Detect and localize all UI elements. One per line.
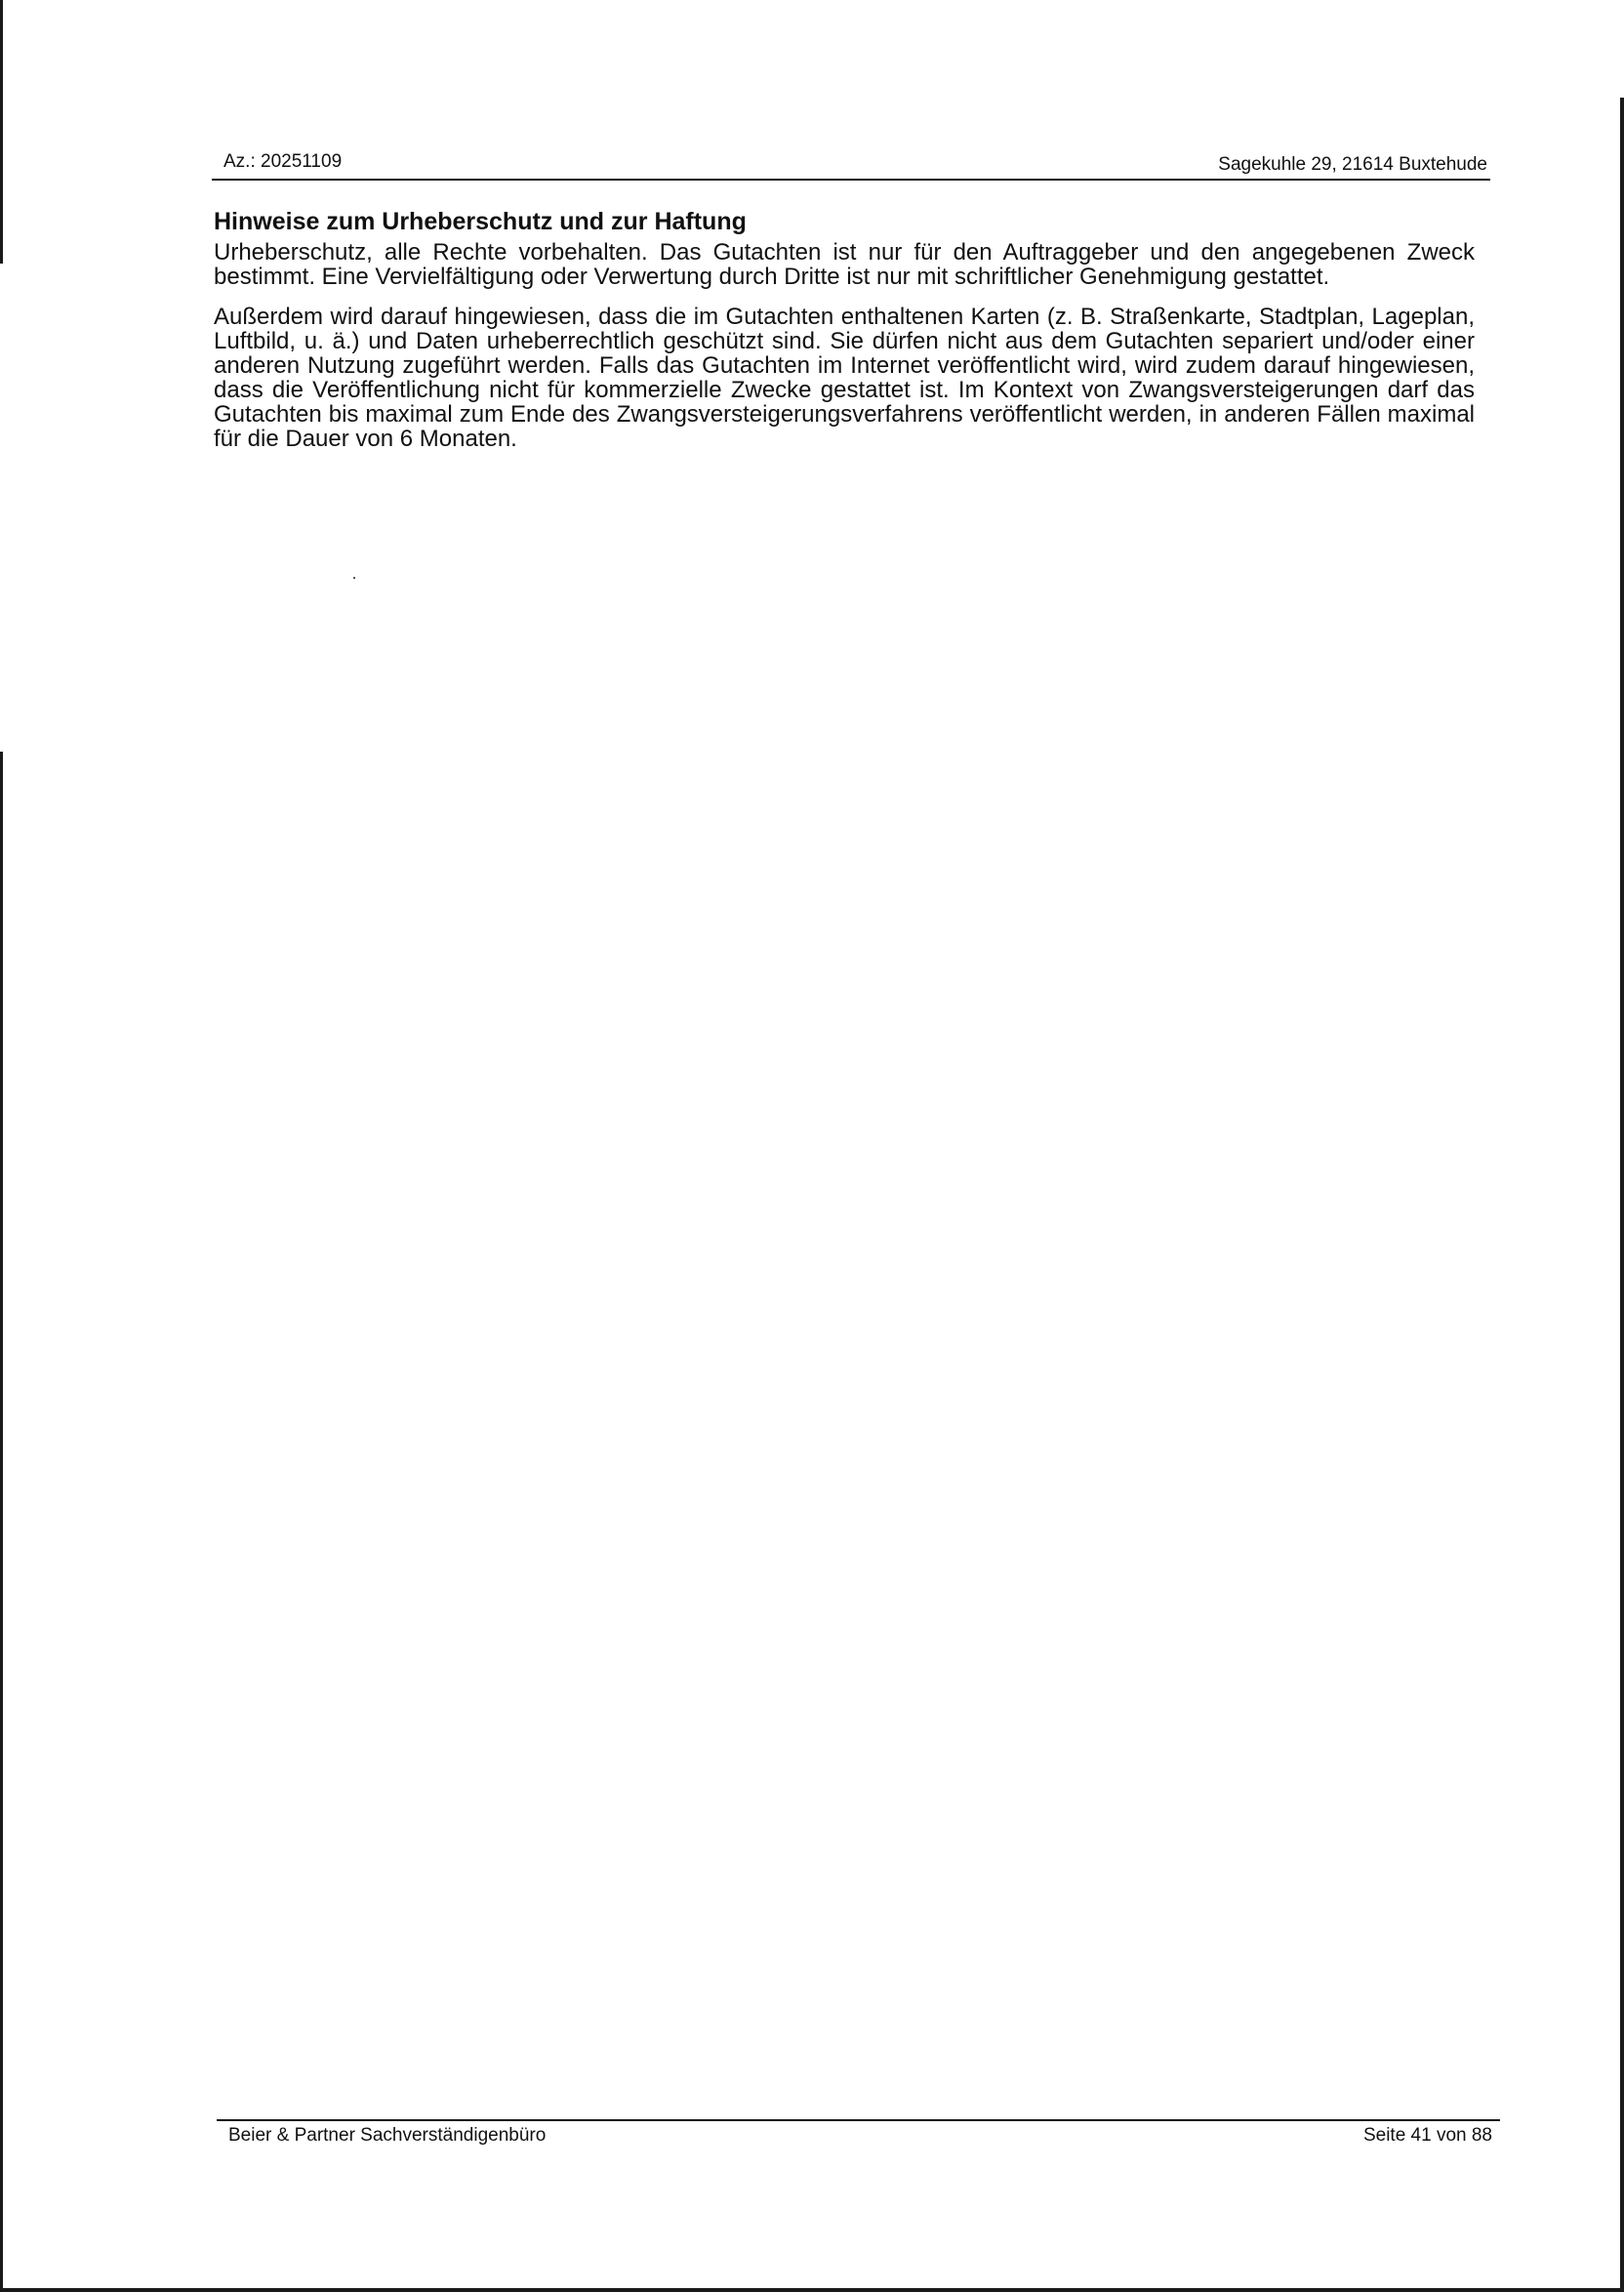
- scan-border-right: [1620, 0, 1624, 2292]
- scan-speck: [353, 577, 355, 579]
- property-address: Sagekuhle 29, 21614 Buxtehude: [1218, 154, 1487, 175]
- section-heading: Hinweise zum Urheberschutz und zur Haftung: [214, 208, 747, 235]
- scan-border-bottom: [0, 2288, 1624, 2292]
- scan-border-left-gap: [0, 264, 3, 752]
- office-name: Beier & Partner Sachverständigenbüro: [228, 2125, 547, 2146]
- document-body: [214, 207, 1475, 467]
- scan-border-right-gap: [1620, 0, 1624, 98]
- paragraph-copyright: Urheberschutz, alle Rechte vorbehalten. Das Gutachten ist nur für den Auftraggeber und den angegebenen Zweck bestimmt. Eine Vervielfältigung oder Verwertung durch Dritte ist nur mit schriftlicher Genehmigung gestattet.: [214, 239, 1475, 290]
- page-header: [212, 151, 1490, 181]
- page-footer: [217, 2119, 1500, 2150]
- paragraph-usage-notice: Außerdem wird darauf hingewiesen, dass die im Gutachten enthaltenen Karten (z. B. Straßenkarte, Stadtplan, Lageplan, Luftbild, u. ä.) und Daten urheberrechtlich geschützt sind. Sie dürfen nicht aus dem Gutachten separiert und/oder einer anderen Nutzung zugeführt werden. Falls das Gutachten im Internet veröffentlicht wird, wird zudem darauf hingewiesen, dass die Veröffentlichung nicht für kommerzielle Zwecke gestattet ist. Im Kontext von Zwangsversteigerungen darf das Gutachten bis maximal zum Ende des Zwangsversteigerungsverfahrens veröffentlicht werden, in anderen Fällen maximal für die Dauer von 6 Monaten.: [214, 304, 1475, 452]
- page-number: Seite 41 von 88: [1362, 2125, 1492, 2146]
- reference-number: Az.: 20251109: [223, 151, 343, 172]
